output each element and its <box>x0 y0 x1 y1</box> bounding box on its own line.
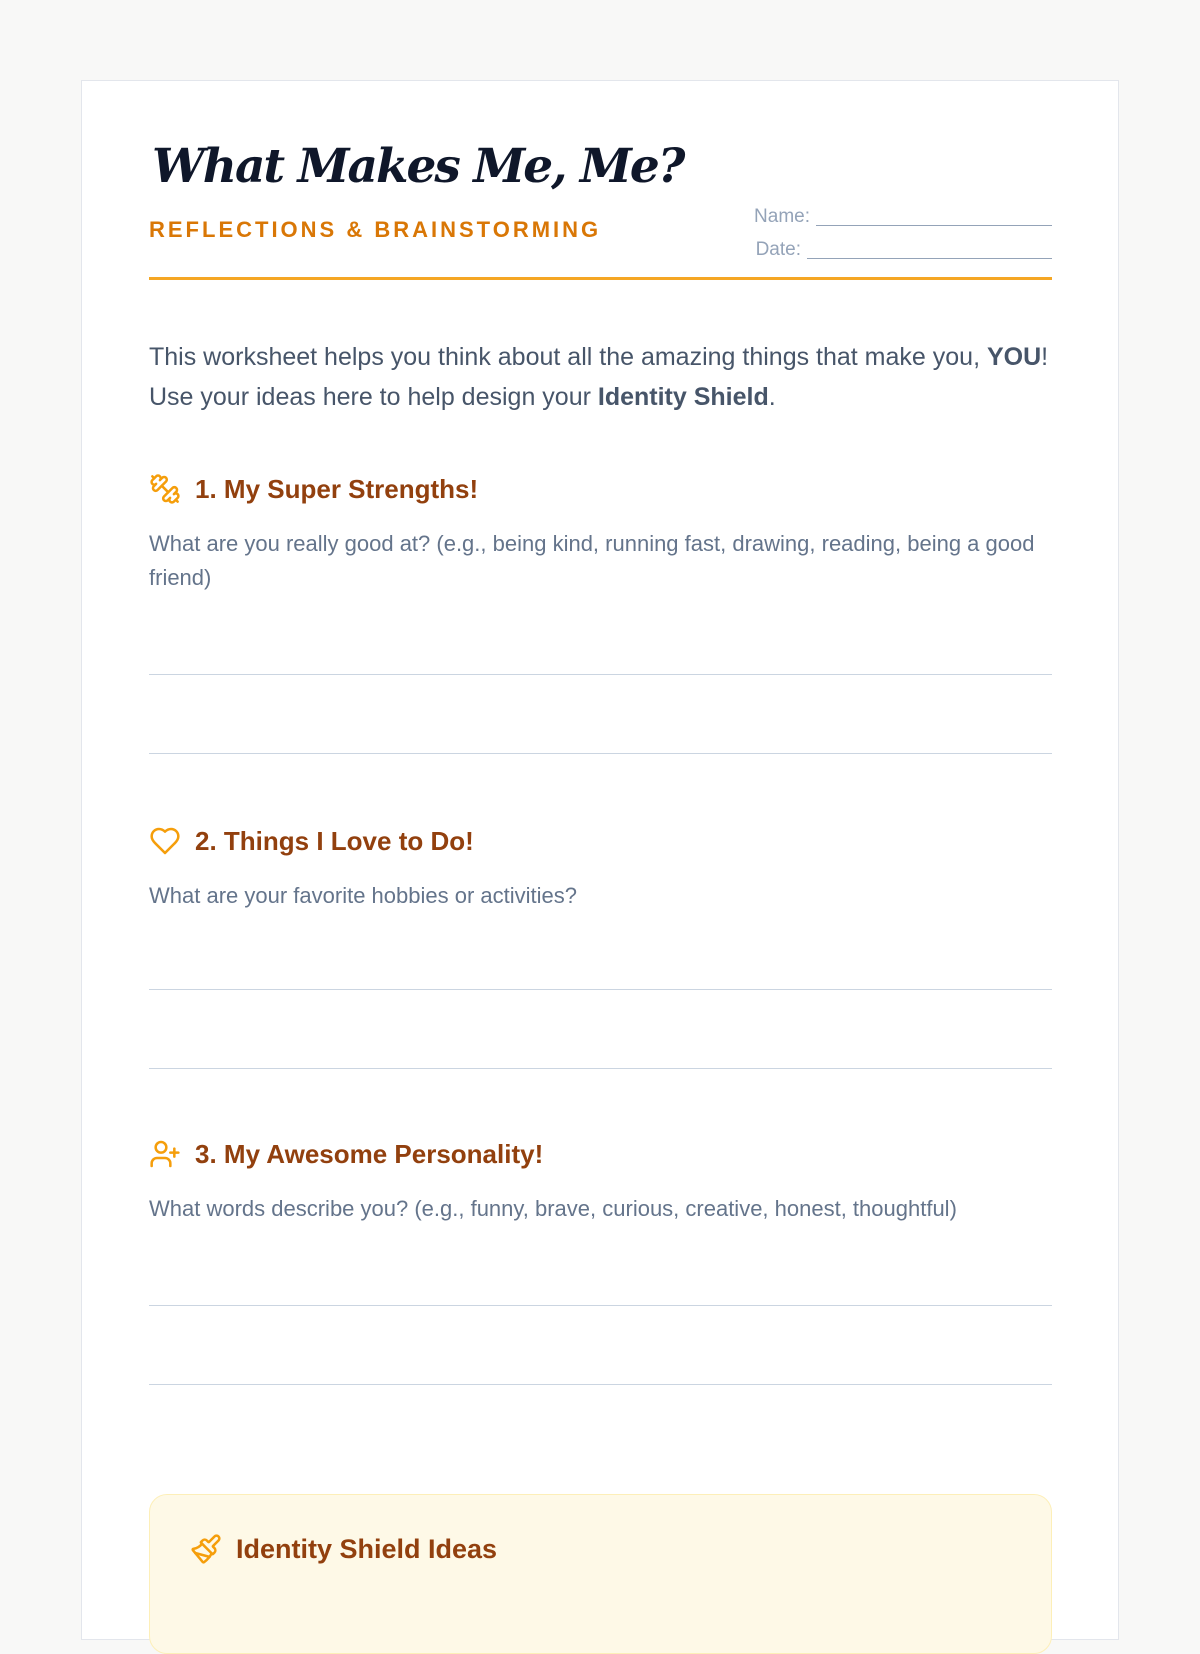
name-field <box>732 193 1052 226</box>
paintbrush-icon <box>190 1533 222 1565</box>
page-title: What Makes Me, Me? <box>152 139 684 194</box>
worksheet-content <box>149 81 1052 1564</box>
intro-text-3: . <box>768 383 776 411</box>
section-personality-title: 3. My Awesome Personality! <box>195 1138 544 1169</box>
answer-line[interactable] <box>149 1306 1052 1385</box>
section-love-to-do <box>149 823 1052 1069</box>
identity-shield-ideas-heading <box>190 1533 497 1565</box>
intro-bold-you: YOU <box>986 343 1042 371</box>
name-label: Name: <box>754 206 810 227</box>
section-love-to-do-prompt: What are your favorite hobbies or activities? <box>149 883 577 908</box>
section-love-to-do-title: 2. Things I Love to Do! <box>195 825 474 856</box>
section-personality-prompt: What words describe you? (e.g., funny, brave, curious, creative, honest, thoughtful) <box>149 1196 957 1221</box>
page-subtitle: REFLECTIONS & BRAINSTORMING <box>149 217 602 242</box>
section-love-to-do-heading <box>149 823 1052 859</box>
intro-text-2: ! Use your ideas here to help design your <box>149 343 1049 411</box>
answer-line[interactable] <box>149 1226 1052 1306</box>
intro-bold-identity-shield: Identity Shield <box>597 383 769 411</box>
section-personality <box>149 1136 1052 1385</box>
date-field <box>732 226 1052 259</box>
user-plus-icon <box>149 1138 181 1170</box>
section-strengths <box>149 471 1052 754</box>
date-label: Date: <box>755 239 801 260</box>
answer-line[interactable] <box>149 675 1052 754</box>
section-strengths-heading <box>149 471 1052 507</box>
section-personality-heading <box>149 1136 1052 1172</box>
intro-paragraph <box>149 337 1052 417</box>
section-strengths-prompt: What are you really good at? (e.g., being kind, running fast, drawing, reading, being a good friend) <box>149 531 1035 590</box>
date-blank-line[interactable] <box>807 240 1052 259</box>
dumbbell-icon <box>149 473 181 505</box>
name-date-fields <box>732 193 1052 259</box>
worksheet-page <box>81 80 1119 1640</box>
identity-shield-ideas-title: Identity Shield Ideas <box>236 1533 498 1564</box>
heart-icon <box>149 825 181 857</box>
name-blank-line[interactable] <box>816 207 1052 226</box>
answer-line[interactable] <box>149 913 1052 990</box>
worksheet-header <box>149 81 1052 280</box>
identity-shield-ideas-box <box>149 1494 1052 1654</box>
intro-text-1: This worksheet helps you think about all the amazing things that make you, <box>149 343 987 371</box>
answer-line[interactable] <box>149 595 1052 675</box>
section-strengths-title: 1. My Super Strengths! <box>195 473 479 504</box>
answer-line[interactable] <box>149 990 1052 1069</box>
